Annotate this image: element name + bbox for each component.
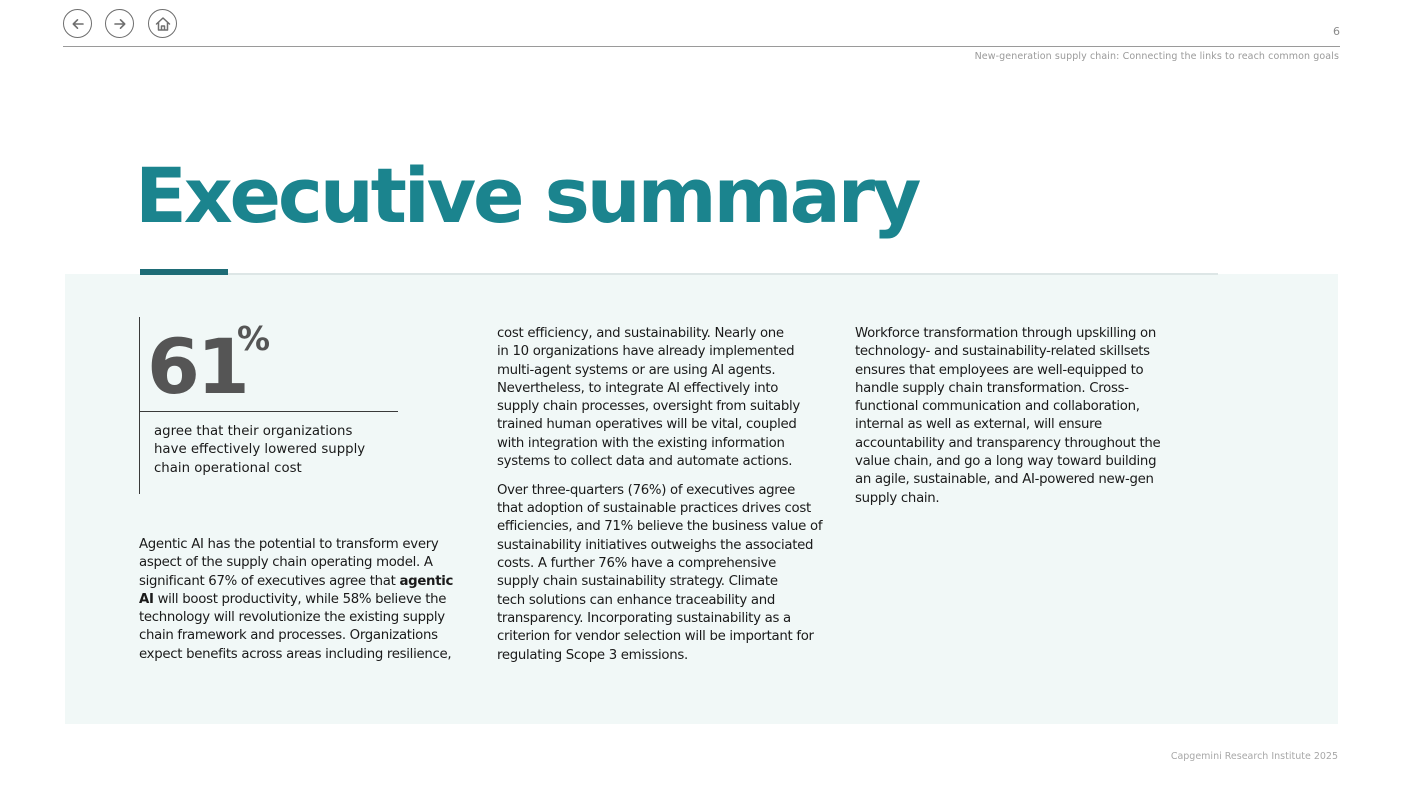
text-line: supply chain sustainability strategy. Climate xyxy=(497,574,778,590)
paragraph xyxy=(497,482,822,665)
stat-value: 61 xyxy=(147,322,247,411)
stat-caption-line: agree that their organizations xyxy=(154,424,353,439)
text-line: functional communication and collaboration, xyxy=(855,399,1140,415)
stat-caption-line: chain operational cost xyxy=(154,460,302,476)
text-line: accountability and transparency throughout the xyxy=(855,435,1161,451)
bold-term: AI xyxy=(139,591,154,607)
text-line: Agentic AI has the potential to transform every xyxy=(139,537,439,552)
text-line: efficiencies, and 71% believe the business value of xyxy=(497,519,823,535)
page-title: Executive summary xyxy=(135,151,919,240)
text-line: expect benefits across areas including resilience, xyxy=(139,646,452,662)
text-line: supply chain. xyxy=(855,490,940,506)
bold-term: agentic xyxy=(399,573,454,589)
home-button[interactable] xyxy=(148,9,177,38)
text-line: handle supply chain transformation. Cross- xyxy=(855,380,1129,396)
home-icon xyxy=(154,15,172,33)
text-line: costs. A further 76% have a comprehensive xyxy=(497,556,776,572)
stat-unit: % xyxy=(237,319,271,358)
header-divider xyxy=(63,46,1340,47)
text-line: cost efficiency, and sustainability. Nearly one xyxy=(497,326,784,341)
text-line: internal as well as external, will ensure xyxy=(855,417,1102,433)
text-line: criterion for vendor selection will be important for xyxy=(497,629,814,645)
document-title: New-generation supply chain: Connecting the links to reach common goals xyxy=(974,51,1339,62)
text-line: Over three-quarters (76%) of executives agree xyxy=(497,482,795,498)
page-number: 6 xyxy=(1333,25,1340,38)
text-line: supply chain processes, oversight from suitably xyxy=(497,399,800,415)
stat-horizontal-rule xyxy=(140,411,398,412)
text-line: regulating Scope 3 emissions. xyxy=(497,647,688,663)
text-line: chain framework and processes. Organizations xyxy=(139,628,438,644)
text-line: that adoption of sustainable practices drives cost xyxy=(497,501,811,517)
title-underline xyxy=(140,273,1218,275)
stat-caption-line: have effectively lowered supply xyxy=(154,442,366,458)
text-line: Nevertheless, to integrate AI effectively into xyxy=(497,380,779,396)
text-line: systems to collect data and automate actions. xyxy=(497,454,793,470)
text-line: sustainability initiatives outweighs the associated xyxy=(497,537,814,553)
text-line: with integration with the existing information xyxy=(497,435,785,451)
text-line xyxy=(139,573,453,591)
text-line: value chain, and go a long way toward building xyxy=(855,454,1157,470)
title-accent-bar xyxy=(140,269,228,275)
text-line: an agile, sustainable, and AI-powered new-gen xyxy=(855,472,1154,488)
text-line: ensures that employees are well-equipped to xyxy=(855,362,1144,378)
text-line: transparency. Incorporating sustainability as a xyxy=(497,610,791,626)
stat-vertical-rule xyxy=(139,317,140,494)
column-2-text xyxy=(497,325,822,665)
text-line: technology will revolutionize the existing supply xyxy=(139,610,445,626)
paragraph xyxy=(497,325,822,471)
text-line: Workforce transformation through upskilling on xyxy=(855,326,1157,341)
arrow-left-icon xyxy=(69,15,87,33)
column-3-text xyxy=(855,325,1160,508)
arrow-right-icon xyxy=(111,15,129,33)
text-line: technology- and sustainability-related skillsets xyxy=(855,344,1150,360)
text-line: tech solutions can enhance traceability and xyxy=(497,592,776,608)
text-line: in 10 organizations have already implemented xyxy=(497,344,795,360)
text-segment: significant 67% of executives agree that xyxy=(139,573,400,589)
footer-credit: Capgemini Research Institute 2025 xyxy=(1170,751,1338,762)
stat-caption xyxy=(154,423,394,478)
text-line: trained human operatives will be vital, coupled xyxy=(497,417,797,433)
text-line: multi-agent systems or are using AI agents. xyxy=(497,362,776,378)
back-button[interactable] xyxy=(63,9,92,38)
column-1-text xyxy=(139,536,453,664)
text-line xyxy=(139,591,453,609)
forward-button[interactable] xyxy=(105,9,134,38)
text-segment: will boost productivity, while 58% believe the xyxy=(153,591,447,607)
text-line: aspect of the supply chain operating model. A xyxy=(139,555,433,571)
